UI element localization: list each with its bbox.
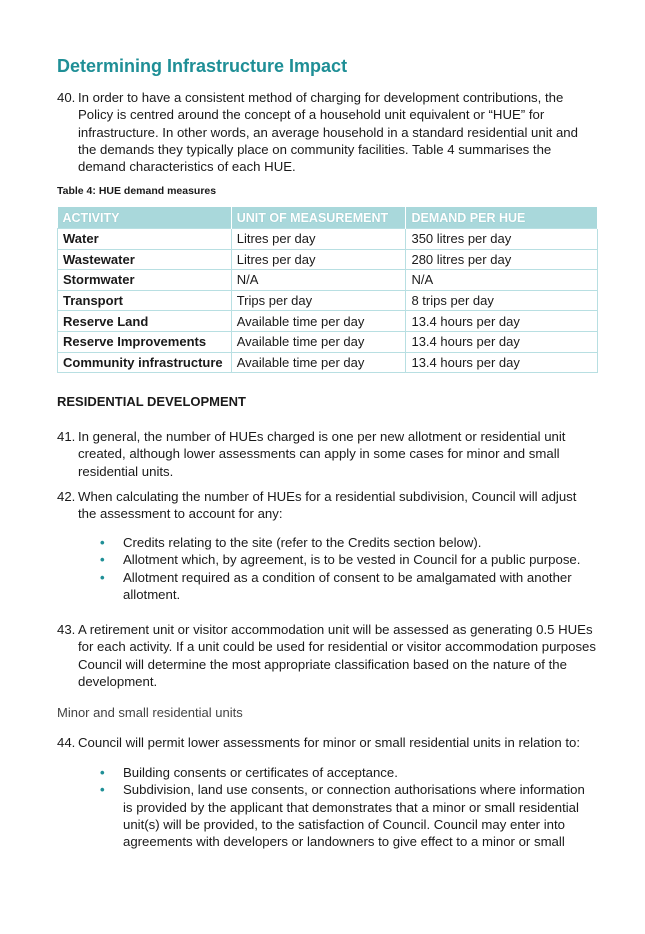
- cell-demand: 350 litres per day: [406, 229, 598, 250]
- cell-demand: 8 trips per day: [406, 290, 598, 311]
- bullet-icon: •: [100, 569, 105, 585]
- list-item: [100, 569, 592, 604]
- paragraph-number: 41.: [57, 429, 76, 444]
- hue-demand-table: [57, 207, 598, 373]
- paragraph-42: [57, 488, 597, 523]
- list-item-text: Allotment which, by agreement, is to be vested in Council for a public purpose.: [123, 552, 581, 568]
- cell-demand: 13.4 hours per day: [406, 331, 598, 352]
- table-row: [58, 352, 598, 373]
- cell-demand: 280 litres per day: [406, 249, 598, 270]
- cell-activity: Wastewater: [58, 249, 232, 270]
- table-row: [58, 311, 598, 332]
- cell-activity: Reserve Improvements: [58, 331, 232, 352]
- paragraph-41: [57, 428, 597, 480]
- cell-unit: Trips per day: [231, 290, 406, 311]
- bullet-list-42: [100, 534, 592, 603]
- list-item-text: Subdivision, land use consents, or connection authorisations where information is provided by the applicant that demonstrates that a minor or small residential unit(s) will be provided, to the satisfaction of Council. Council may enter into agreements with developers or landowners to give effect to a minor or small: [123, 782, 585, 850]
- paragraph-number: 44.: [57, 735, 76, 750]
- header-demand: DEMAND PER HUE: [406, 207, 598, 229]
- cell-unit: Litres per day: [231, 229, 406, 250]
- paragraph-number: 40.: [57, 90, 76, 105]
- list-item-text: Credits relating to the site (refer to the Credits section below).: [123, 535, 482, 550]
- cell-unit: N/A: [231, 270, 406, 291]
- table-caption: Table 4: HUE demand measures: [57, 185, 217, 197]
- cell-activity: Community infrastructure: [58, 352, 232, 373]
- cell-activity: Stormwater: [58, 270, 232, 291]
- paragraph-43: [57, 621, 597, 690]
- cell-unit: Available time per day: [231, 352, 406, 373]
- list-item: [100, 781, 592, 850]
- cell-activity: Transport: [58, 290, 232, 311]
- cell-activity: Water: [58, 229, 232, 250]
- cell-demand: 13.4 hours per day: [406, 311, 598, 332]
- table-row: [58, 270, 598, 291]
- cell-unit: Litres per day: [231, 249, 406, 270]
- paragraph-text: Council will permit lower assessments for minor or small residential units in relation to:: [78, 735, 581, 750]
- cell-activity: Reserve Land: [58, 311, 232, 332]
- list-item-text: Allotment required as a condition of consent to be amalgamated with another allotment.: [123, 569, 572, 602]
- paragraph-text: In general, the number of HUEs charged is one per new allotment or residential unit created, although lower assessments can apply in some cases for minor and small residential units.: [78, 429, 566, 479]
- table-header-row: [58, 207, 598, 229]
- header-unit: UNIT OF MEASUREMENT: [231, 207, 406, 229]
- list-item: [100, 764, 592, 781]
- table-row: [58, 229, 598, 250]
- paragraph-44: [57, 734, 597, 751]
- bullet-icon: •: [100, 765, 105, 780]
- list-item-text: Building consents or certificates of acceptance.: [123, 765, 398, 780]
- cell-unit: Available time per day: [231, 331, 406, 352]
- paragraph-text: A retirement unit or visitor accommodation unit will be assessed as generating 0.5 HUEs for each activity. If a unit could be used for residential or visitor accommodation purposes Council will determine the most appropriate classification based on the nature of the development.: [78, 622, 596, 689]
- paragraph-text: In order to have a consistent method of charging for development contributions, the Policy is centred around the concept of a household unit equivalent or “HUE” for infrastructure. In other words, an average household in a standard residential unit and the demands they typically place on community facilities. Table 4 summarises the demand characteristics of each HUE.: [78, 90, 578, 175]
- minor-units-heading: Minor and small residential units: [57, 705, 243, 720]
- table-row: [58, 331, 598, 352]
- list-item: [100, 534, 592, 551]
- table-row: [58, 290, 598, 311]
- paragraph-number: 42.: [57, 489, 76, 504]
- paragraph-text: When calculating the number of HUEs for a residential subdivision, Council will adjust the assessment to account for any:: [78, 489, 577, 522]
- paragraph-40: [57, 89, 597, 175]
- cell-demand: 13.4 hours per day: [406, 352, 598, 373]
- header-activity: ACTIVITY: [58, 207, 232, 229]
- residential-development-heading: RESIDENTIAL DEVELOPMENT: [57, 394, 247, 409]
- cell-demand: N/A: [406, 270, 598, 291]
- list-item: [100, 551, 592, 568]
- bullet-list-44: [100, 764, 592, 850]
- table-row: [58, 249, 598, 270]
- cell-unit: Available time per day: [231, 311, 406, 332]
- bullet-icon: •: [100, 782, 105, 798]
- section-heading: Determining Infrastructure Impact: [57, 56, 348, 76]
- bullet-icon: •: [100, 552, 105, 568]
- bullet-icon: •: [100, 535, 105, 550]
- paragraph-number: 43.: [57, 622, 76, 637]
